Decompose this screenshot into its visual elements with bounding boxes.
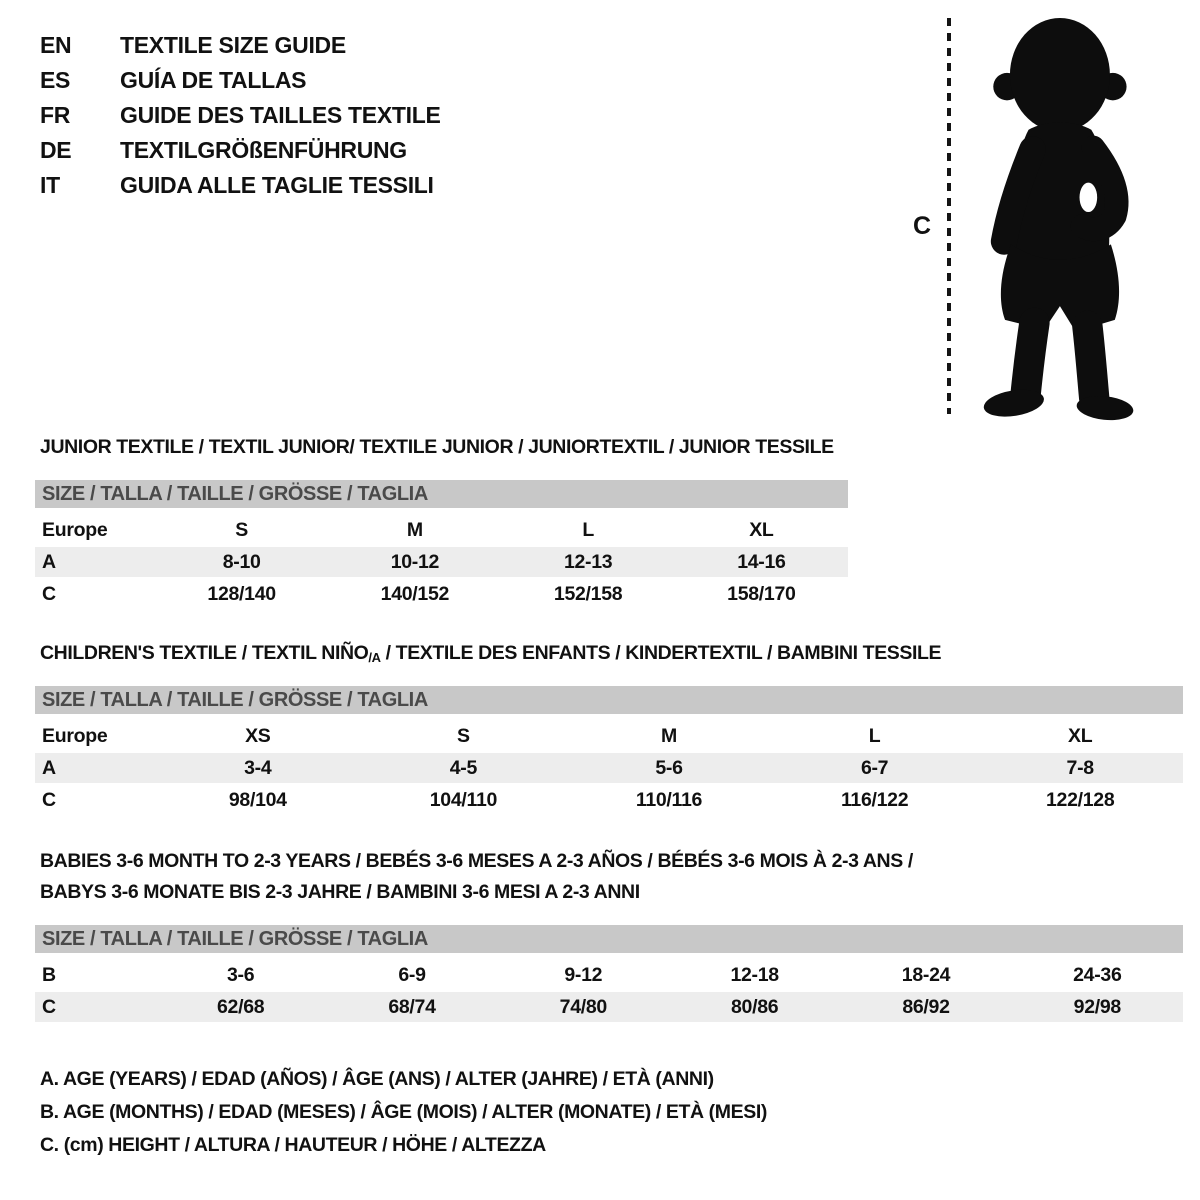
age-cell: 3-6 — [227, 963, 255, 986]
age-cell: 14-16 — [737, 550, 786, 573]
language-code: IT — [40, 172, 60, 198]
height-cell: 80/86 — [731, 995, 779, 1018]
language-code: FR — [40, 102, 71, 128]
height-cell: 68/74 — [388, 995, 436, 1018]
toddler-silhouette — [958, 4, 1154, 426]
babies-section-title — [40, 846, 980, 908]
language-code: EN — [40, 32, 72, 58]
size-cell: M — [406, 518, 423, 541]
children-title-sub: /A — [368, 650, 381, 665]
height-cell: 158/170 — [727, 582, 796, 605]
height-cell: 110/116 — [635, 788, 703, 811]
age-cell: 12-13 — [563, 550, 613, 573]
size-cell: S — [457, 724, 470, 747]
footnote-height-cm: C. (cm) HEIGHT / ALTURA / HAUTEUR / HÖHE / ALTEZZA — [40, 1134, 546, 1156]
children-title-prefix: CHILDREN'S TEXTILE / TEXTIL NIÑO — [40, 642, 369, 664]
language-row-en — [40, 28, 441, 63]
junior-size-table — [35, 480, 848, 611]
language-row-es — [40, 63, 441, 98]
size-cell: L — [868, 724, 881, 747]
age-cell: 7-8 — [1066, 756, 1094, 779]
language-row-de — [40, 133, 441, 168]
language-title: GUÍA DE TALLAS — [120, 67, 307, 93]
height-cell: 116/122 — [840, 788, 909, 811]
table-row-age-months — [35, 960, 1183, 990]
children-size-table — [35, 686, 1183, 817]
language-title: TEXTILE SIZE GUIDE — [120, 32, 346, 58]
height-cell: 92/98 — [1073, 995, 1121, 1018]
height-cell: 140/152 — [380, 582, 450, 605]
size-cell: S — [235, 518, 248, 541]
age-cell: 4-5 — [449, 756, 478, 779]
table-row-height — [35, 579, 848, 609]
row-label: C — [42, 995, 56, 1018]
junior-section-title: JUNIOR TEXTILE / TEXTIL JUNIOR/ TEXTILE JUNIOR / JUNIORTEXTIL / JUNIOR TESSILE — [40, 436, 834, 458]
row-label: Europe — [42, 724, 108, 747]
size-cell: XL — [1068, 724, 1093, 747]
language-title: GUIDE DES TAILLES TEXTILE — [120, 102, 441, 128]
age-cell: 9-12 — [564, 963, 603, 986]
language-title-list — [40, 28, 441, 203]
table-row-height — [35, 785, 1183, 815]
row-label: A — [42, 550, 56, 573]
age-cell: 18-24 — [901, 963, 951, 986]
height-cell: 86/92 — [902, 995, 950, 1018]
children-title-suffix: / TEXTILE DES ENFANTS / KINDERTEXTIL / BAMBINI TESSILE — [380, 642, 942, 664]
language-code: ES — [40, 67, 71, 93]
height-cell: 62/68 — [217, 995, 265, 1018]
size-cell: XS — [245, 724, 271, 747]
height-cell: 152/158 — [553, 582, 623, 605]
babies-title-line2: BABYS 3-6 MONATE BIS 2-3 JAHRE / BAMBINI 3-6 MESI A 2-3 ANNI — [40, 881, 640, 903]
table-row-age — [35, 547, 848, 577]
language-row-fr — [40, 98, 441, 133]
size-cell: L — [582, 518, 594, 541]
row-label: C — [42, 788, 56, 811]
children-table-header: SIZE / TALLA / TAILLE / GRÖSSE / TAGLIA — [35, 686, 1183, 714]
babies-table-header: SIZE / TALLA / TAILLE / GRÖSSE / TAGLIA — [35, 925, 1183, 953]
language-row-it — [40, 168, 441, 203]
age-cell: 12-18 — [730, 963, 779, 986]
size-cell: XL — [749, 518, 774, 541]
table-row-height — [35, 992, 1183, 1022]
babies-title-line1: BABIES 3-6 MONTH TO 2-3 YEARS / BEBÉS 3-6 MESES A 2-3 AÑOS / BÉBÉS 3-6 MOIS À 2-3 ANS / — [40, 850, 913, 872]
age-cell: 3-4 — [244, 756, 272, 779]
table-row-europe — [35, 721, 1183, 751]
age-cell: 6-9 — [398, 963, 426, 986]
babies-size-table — [35, 925, 1183, 1024]
size-cell: M — [661, 724, 677, 747]
height-cell: 74/80 — [559, 995, 607, 1018]
height-cell: 98/104 — [228, 788, 287, 811]
table-row-europe — [35, 515, 848, 545]
row-label: Europe — [42, 518, 108, 541]
language-title: TEXTILGRÖßENFÜHRUNG — [120, 137, 407, 163]
height-cell: 104/110 — [429, 788, 498, 811]
age-cell: 8-10 — [222, 550, 261, 573]
legend-footnotes — [40, 1063, 767, 1162]
footnote-age-months: B. AGE (MONTHS) / EDAD (MESES) / ÂGE (MOIS) / ALTER (MONATE) / ETÀ (MESI) — [40, 1101, 767, 1123]
language-code: DE — [40, 137, 72, 163]
height-measure-label: C — [913, 212, 932, 240]
age-cell: 5-6 — [655, 756, 683, 779]
table-row-age — [35, 753, 1183, 783]
row-label: A — [42, 756, 56, 779]
footnote-age-years: A. AGE (YEARS) / EDAD (AÑOS) / ÂGE (ANS) / ALTER (JAHRE) / ETÀ (ANNI) — [40, 1068, 714, 1090]
height-cell: 122/128 — [1046, 788, 1115, 811]
age-cell: 6-7 — [860, 756, 889, 779]
height-measure-dashed-line — [947, 18, 951, 414]
height-cell: 128/140 — [207, 582, 276, 605]
row-label: C — [42, 582, 56, 605]
age-cell: 24-36 — [1073, 963, 1122, 986]
row-label: B — [42, 963, 56, 986]
junior-table-header: SIZE / TALLA / TAILLE / GRÖSSE / TAGLIA — [35, 480, 848, 508]
language-title: GUIDA ALLE TAGLIE TESSILI — [120, 172, 434, 198]
age-cell: 10-12 — [390, 550, 440, 573]
children-section-title — [40, 642, 941, 665]
